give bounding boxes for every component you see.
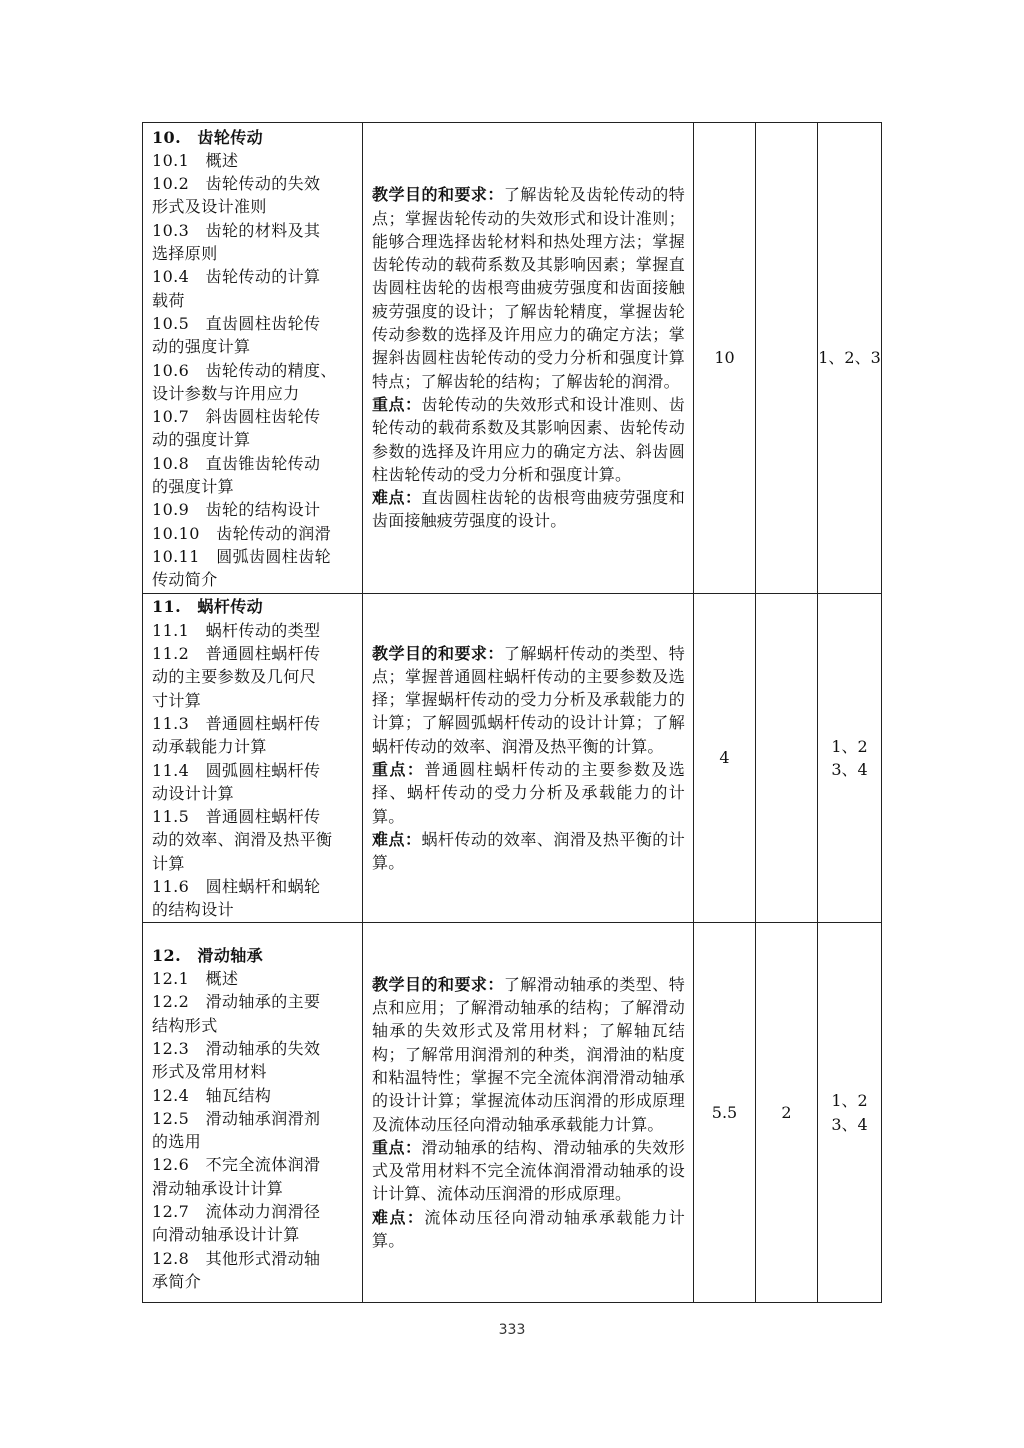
section-line: 的选用 bbox=[152, 1132, 202, 1152]
goal-text: 了解滑动轴承的类型、特点和应用；了解滑动轴承的结构；了解滑动轴承的失效形式及常用材料；了解轴瓦结构；了解常用润滑剂的种类，润滑油的粘度和粘温特性；掌握不完全流体润滑滑动轴承的设计计算；掌握流体动压润滑的形成原理及流体动压径向滑动轴承承载能力计算。 bbox=[372, 974, 685, 1134]
section-line: 寸计算 bbox=[152, 690, 202, 710]
section-line: 12.8 其他形式滑动轴 bbox=[152, 1248, 321, 1268]
section-line: 计算 bbox=[152, 853, 185, 873]
section-line: 的结构设计 bbox=[152, 900, 235, 920]
section-line: 12.5 滑动轴承润滑剂 bbox=[152, 1108, 321, 1128]
key-point-text: 齿轮传动的失效形式和设计准则、齿轮传动的载荷系数及其影响因素、齿轮传动参数的选择及许用应力的确定方法、斜齿圆柱齿轮传动的受力分析和强度计算。 bbox=[372, 394, 685, 484]
hours-cell bbox=[756, 594, 818, 923]
section-line: 动的效率、润滑及热平衡 bbox=[152, 830, 333, 850]
hours-cell: 4 bbox=[694, 594, 756, 923]
chapter-title: 12. 滑动轴承 bbox=[152, 945, 264, 965]
section-line: 载荷 bbox=[152, 290, 185, 310]
section-line: 向滑动轴承设计计算 bbox=[152, 1225, 300, 1245]
section-line: 10.9 齿轮的结构设计 bbox=[152, 500, 321, 520]
references-cell bbox=[818, 923, 882, 1303]
section-line: 承简介 bbox=[152, 1271, 202, 1291]
chapter-title: 10. 齿轮传动 bbox=[152, 127, 264, 147]
requirements-text bbox=[372, 183, 685, 532]
section-line: 11.2 普通圆柱蜗杆传 bbox=[152, 644, 321, 664]
requirements-cell bbox=[363, 594, 694, 923]
section-line: 10.6 齿轮传动的精度、 bbox=[152, 360, 337, 380]
section-line: 动的强度计算 bbox=[152, 337, 251, 357]
requirements-text bbox=[372, 642, 685, 875]
difficulty-text: 直齿圆柱齿轮的齿根弯曲疲劳强度和齿面接触疲劳强度的设计。 bbox=[372, 488, 685, 531]
goal-label: 教学目的和要求： bbox=[372, 974, 504, 994]
hours-cell: 10 bbox=[694, 123, 756, 594]
syllabus-table bbox=[142, 122, 882, 1303]
goal-text: 了解齿轮及齿轮传动的特点；掌握齿轮传动的失效形式和设计准则；能够合理选择齿轮材料和热处理方法；掌握齿轮传动的载荷系数及其影响因素；掌握直齿圆柱齿轮的齿根弯曲疲劳强度和齿面接触疲劳强度的设计；了解齿轮精度，掌握齿轮传动参数的选择及许用应力的确定方法；掌握斜齿圆柱齿轮传动的受力分析和强度计算特点；了解齿轮的结构；了解齿轮的润滑。 bbox=[372, 185, 685, 391]
references-line: 3、4 bbox=[831, 760, 868, 779]
hours-cell bbox=[756, 123, 818, 594]
references-line: 1、2 bbox=[831, 736, 868, 756]
section-line: 动承载能力计算 bbox=[152, 737, 267, 757]
references-line: 1、2 bbox=[831, 1091, 868, 1111]
section-line: 选择原则 bbox=[152, 244, 218, 264]
section-line: 10.2 齿轮传动的失效 bbox=[152, 174, 321, 194]
table-row bbox=[143, 594, 882, 923]
section-line: 形式及常用材料 bbox=[152, 1062, 267, 1082]
references-cell bbox=[818, 123, 882, 594]
section-line: 传动简介 bbox=[152, 570, 218, 590]
requirements-text bbox=[372, 973, 685, 1253]
section-line: 10.11 圆弧齿圆柱齿轮 bbox=[152, 546, 332, 566]
chapter-title: 11. 蜗杆传动 bbox=[152, 597, 264, 617]
section-line: 11.5 普通圆柱蜗杆传 bbox=[152, 807, 321, 827]
topic-cell bbox=[143, 594, 363, 923]
section-line: 11.3 普通圆柱蜗杆传 bbox=[152, 713, 321, 733]
goal-text: 了解蜗杆传动的类型、特点；掌握普通圆柱蜗杆传动的主要参数及选择；掌握蜗杆传动的受力分析及承载能力的计算；了解圆弧蜗杆传动的设计计算；了解蜗杆传动的效率、润滑及热平衡的计算。 bbox=[372, 643, 685, 756]
section-line: 11.1 蜗杆传动的类型 bbox=[152, 620, 321, 640]
section-line: 动的主要参数及几何尺 bbox=[152, 667, 317, 687]
key-point-text: 滑动轴承的结构、滑动轴承的失效形式及常用材料不完全流体润滑滑动轴承的设计计算、流体动压润滑的形成原理。 bbox=[372, 1137, 685, 1204]
section-line: 12.3 滑动轴承的失效 bbox=[152, 1038, 321, 1058]
key-point-label: 重点： bbox=[372, 760, 425, 779]
section-line: 11.6 圆柱蜗杆和蜗轮 bbox=[152, 876, 321, 896]
section-line: 10.1 概述 bbox=[152, 150, 239, 170]
references-line: 3、4 bbox=[831, 1114, 868, 1134]
section-line: 12.4 轴瓦结构 bbox=[152, 1085, 272, 1105]
section-line: 10.8 直齿锥齿轮传动 bbox=[152, 453, 321, 473]
references-cell bbox=[818, 594, 882, 923]
goal-label: 教学目的和要求： bbox=[372, 643, 504, 663]
difficulty-text: 流体动压径向滑动轴承承载能力计算。 bbox=[372, 1207, 685, 1250]
section-line: 12.1 概述 bbox=[152, 969, 239, 989]
table-row bbox=[143, 923, 882, 1303]
section-line: 形式及设计准则 bbox=[152, 197, 267, 217]
hours-cell: 2 bbox=[756, 923, 818, 1303]
references-line: 1、2、3 bbox=[818, 348, 881, 368]
key-point-text: 普通圆柱蜗杆传动的主要参数及选择、蜗杆传动的受力分析及承载能力的计算。 bbox=[372, 760, 685, 826]
topic-cell bbox=[143, 923, 363, 1303]
requirements-cell bbox=[363, 923, 694, 1303]
key-point-label: 重点： bbox=[372, 1137, 422, 1157]
section-line: 12.2 滑动轴承的主要 bbox=[152, 992, 321, 1012]
section-line: 12.6 不完全流体润滑 bbox=[152, 1155, 321, 1175]
hours-cell: 5.5 bbox=[694, 923, 756, 1303]
section-line: 11.4 圆弧圆柱蜗杆传 bbox=[152, 760, 321, 780]
section-line: 10.5 直齿圆柱齿轮传 bbox=[152, 313, 321, 333]
difficulty-label: 难点： bbox=[372, 1207, 425, 1227]
goal-label: 教学目的和要求： bbox=[372, 185, 504, 205]
difficulty-text: 蜗杆传动的效率、润滑及热平衡的计算。 bbox=[372, 829, 685, 873]
difficulty-label: 难点： bbox=[372, 829, 422, 849]
requirements-cell bbox=[363, 123, 694, 594]
section-line: 10.7 斜齿圆柱齿轮传 bbox=[152, 407, 321, 427]
section-line: 的强度计算 bbox=[152, 476, 235, 496]
difficulty-label: 难点： bbox=[372, 488, 422, 508]
section-line: 10.4 齿轮传动的计算 bbox=[152, 267, 321, 287]
page-number: 333 bbox=[498, 1322, 526, 1338]
topic-cell bbox=[143, 123, 363, 594]
key-point-label: 重点： bbox=[372, 394, 422, 414]
section-line: 结构形式 bbox=[152, 1015, 218, 1035]
section-line: 设计参数与许用应力 bbox=[152, 383, 300, 403]
section-line: 动设计计算 bbox=[152, 783, 235, 803]
section-line: 动的强度计算 bbox=[152, 430, 251, 450]
section-line: 12.7 流体动力润滑径 bbox=[152, 1202, 321, 1222]
section-line: 10.10 齿轮传动的润滑 bbox=[152, 523, 332, 543]
section-line: 滑动轴承设计计算 bbox=[152, 1178, 284, 1198]
section-line: 10.3 齿轮的材料及其 bbox=[152, 220, 321, 240]
table-row bbox=[143, 123, 882, 594]
